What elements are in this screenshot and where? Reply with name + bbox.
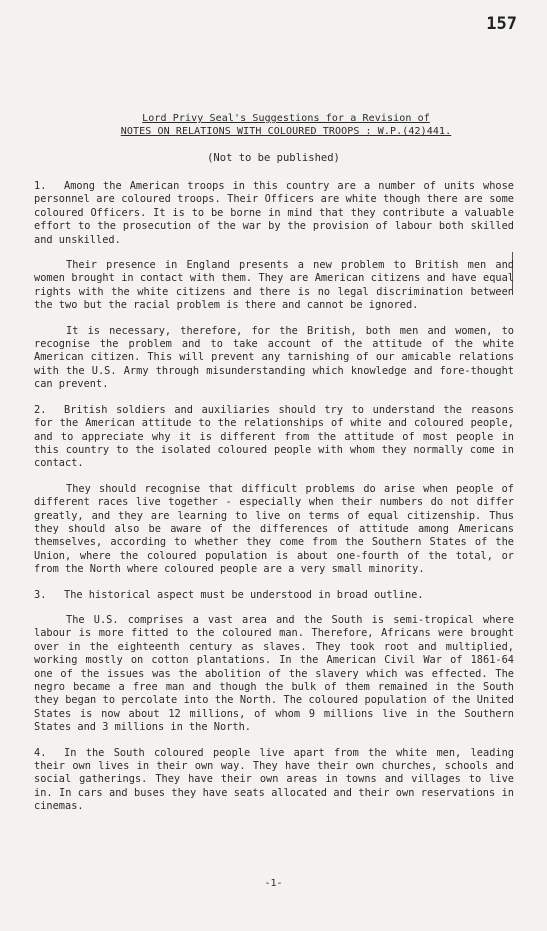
paragraph-text: They should recognise that difficult problems do arise when people of different races live together - especially when their numbers do not differ greatly, and they are learning to live on terms of equal citizenship. Thus they should also be aware of the differences of attitude among Americans themselves, according to whether they come from the Southern States of the Union, where the coloured population is about one-fourth of the total, or from the North where coloured people are a very small minority. — [34, 482, 514, 576]
paragraph-text: It is necessary, therefore, for the British, both men and women, to recognise the problem and to take account of the attitude of the white American citizen. This will prevent any tarnishing of our amicable relations with the U.S. Army through misunderstanding which knowledge and fore-thought can prevent. — [34, 324, 514, 391]
paragraph-1 — [34, 180, 514, 247]
page-number: 157 — [486, 14, 517, 34]
paragraph-3 — [34, 589, 514, 602]
paragraph-number: 3. — [34, 588, 47, 601]
paragraph-number: 1. — [34, 180, 47, 192]
paragraph-text: In the South coloured people live apart from the white men, leading their own lives in their own way. They have their own churches, schools and social gatherings. They have their own areas in towns and villages to live in. In cars and buses they have seats allocated and their own reservations in cinemas. — [34, 746, 514, 813]
paragraph-1b — [34, 259, 514, 313]
page-footer: -1- — [264, 878, 283, 889]
paragraph-text: The U.S. comprises a vast area and the South is semi-tropical where labour is more fitted to the coloured man. Therefore, Africans were brought over in the eighteenth century as slaves. They took root and multiplied, working mostly on cotton plantations. In the American Civil War of 1861-64 one of the issues was the abolition of the slavery which was effected. The negro became a free man and though the bulk of them remained in the South they began to percolate into the North. The coloured population of the United States is now about 12 millions, of whom 9 millions live in the Southern States and 3 millions in the North. — [34, 613, 514, 734]
paragraph-2b — [34, 483, 514, 577]
paragraph-text: British soldiers and auxiliaries should try to understand the reasons for the American attitude to the relationships of white and coloured people, and to appreciate why it is different from the attitude of most people in this country to the isolated coloured people with whom they normally come in contact. — [34, 403, 514, 470]
paragraph-2 — [34, 404, 514, 471]
paragraph-number: 2. — [34, 403, 47, 416]
paragraph-number: 4. — [34, 746, 47, 759]
document-body — [34, 180, 514, 826]
paragraph-4 — [34, 747, 514, 814]
title-line-2: NOTES ON RELATIONS WITH COLOURED TROOPS : W.P.(42)441. — [120, 126, 452, 137]
paragraph-text: Among the American troops in this country are a number of units whose personnel are coloured troops. Their Officers are white though there are some coloured Officers. It is to be borne in mind that they contribute a valuable effort to the prosecution of the war by the provision of labour both skilled and unskilled. — [34, 180, 514, 246]
paragraph-text: Their presence in England presents a new problem to British men and women brought in contact with them. They are American citizens and have equal rights with the white citizens and there is no legal discrimination between the two but the racial problem is there and cannot be ignored. — [34, 259, 514, 312]
paragraph-1c — [34, 325, 514, 392]
paragraph-3b — [34, 614, 514, 735]
title-line-1: Lord Privy Seal's Suggestions for a Revision of — [142, 113, 430, 124]
document-title — [76, 112, 496, 138]
publication-note: (Not to be published) — [207, 152, 340, 164]
paragraph-text: The historical aspect must be understood in broad outline. — [64, 588, 424, 601]
